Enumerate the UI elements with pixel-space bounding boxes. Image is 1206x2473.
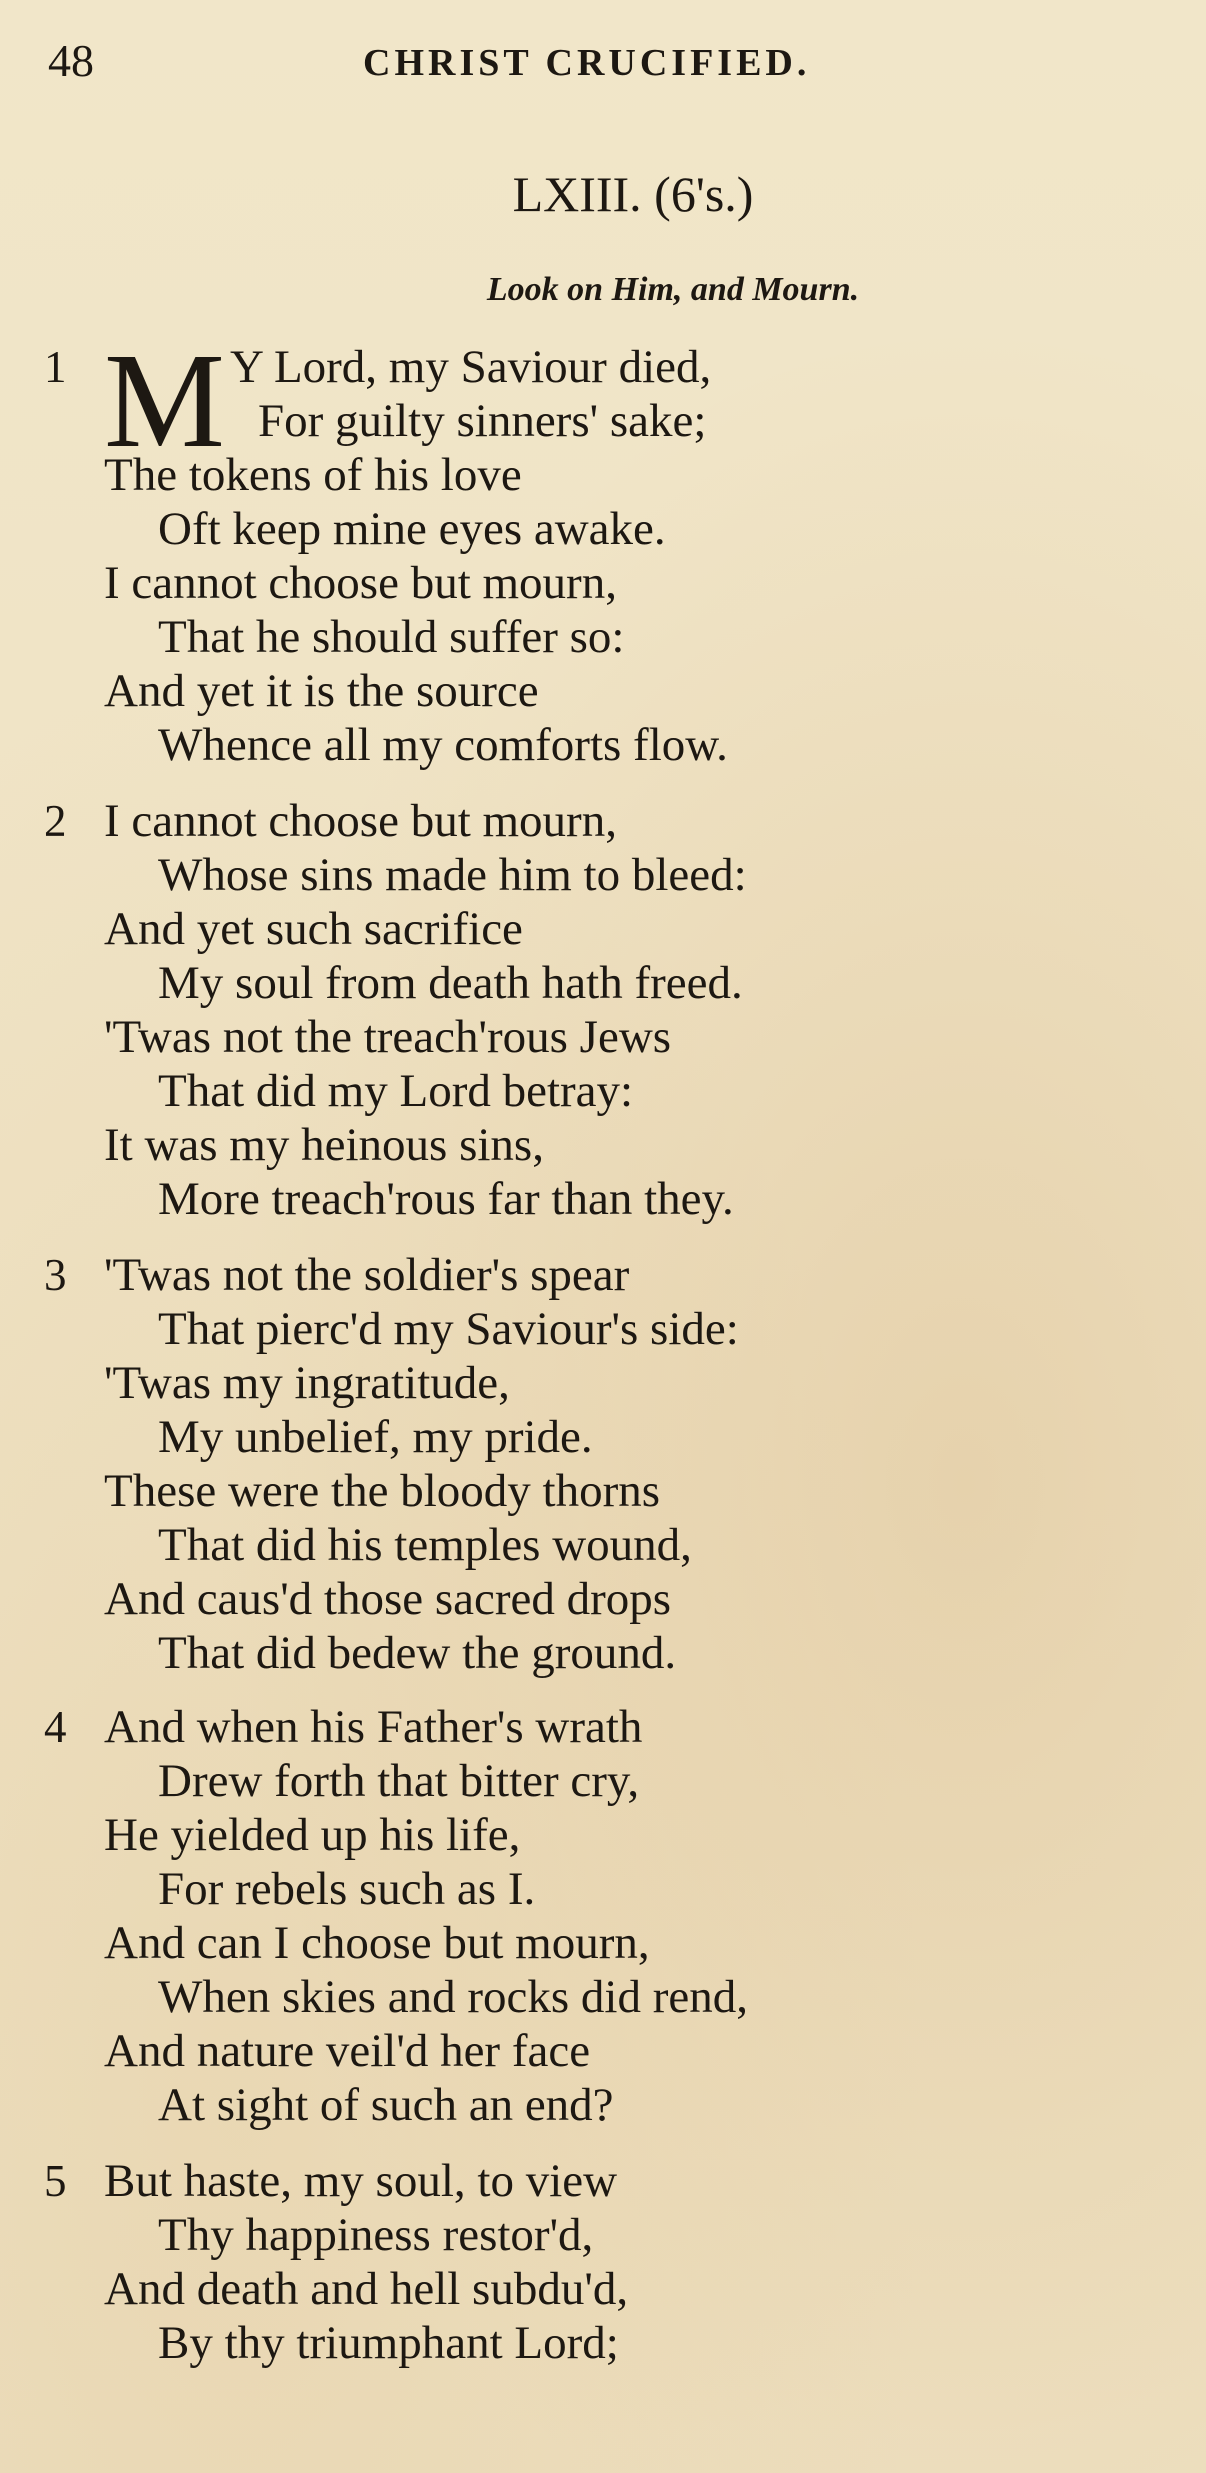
verse-line: More treach'rous far than they.: [158, 1173, 734, 1225]
verse-line: At sight of such an end?: [158, 2079, 614, 2131]
verse-line: I cannot choose but mourn,: [104, 557, 617, 609]
verse-line: My unbelief, my pride.: [158, 1411, 593, 1463]
hymn-subtitle: Look on Him, and Mourn.: [486, 271, 860, 308]
verse-line: Whose sins made him to bleed:: [158, 849, 747, 901]
verse-line: But haste, my soul, to view: [104, 2155, 618, 2207]
verse-line: That did my Lord betray:: [158, 1065, 634, 1117]
verse-number: 5: [44, 2156, 67, 2206]
running-head: [48, 36, 1158, 86]
verse-line: And when his Father's wrath: [104, 1701, 643, 1753]
verse-number: 4: [44, 1702, 67, 1752]
verse-line: For rebels such as I.: [158, 1863, 536, 1915]
verse-line: That he should suffer so:: [158, 611, 625, 663]
verse-line: And caus'd those sacred drops: [104, 1573, 672, 1625]
verse-line: For guilty sinners' sake;: [258, 395, 707, 447]
verse-line: And death and hell subdu'd,: [104, 2263, 629, 2315]
section-title: CHRIST CRUCIFIED.: [363, 42, 811, 84]
verse-line: The tokens of his love: [104, 449, 522, 501]
verse-number: 3: [44, 1250, 67, 1300]
verse-line: 'Twas not the soldier's spear: [104, 1249, 630, 1301]
verse-line: 'Twas my ingratitude,: [104, 1357, 510, 1409]
verse-line: I cannot choose but mourn,: [104, 795, 617, 847]
verse-line: 'Twas not the treach'rous Jews: [104, 1011, 672, 1063]
verse-line: When skies and rocks did rend,: [158, 1971, 748, 2023]
verse-line: These were the bloody thorns: [104, 1465, 661, 1517]
verse-line: My soul from death hath freed.: [158, 957, 743, 1009]
verse-line: And yet it is the source: [104, 665, 539, 717]
verse-number: 2: [44, 796, 67, 846]
hymn-number: LXIII. (6's.): [512, 166, 754, 222]
verse-line: By thy triumphant Lord;: [158, 2317, 619, 2369]
verse-line: It was my heinous sins,: [104, 1119, 544, 1171]
verse-line: Oft keep mine eyes awake.: [158, 503, 666, 555]
verse-number: 1: [44, 342, 67, 392]
verse-line: And yet such sacrifice: [104, 903, 523, 955]
verse-line: Drew forth that bitter cry,: [158, 1755, 640, 1807]
verse-line: That pierc'd my Saviour's side:: [158, 1303, 739, 1355]
verse-line: And can I choose but mourn,: [104, 1917, 650, 1969]
verse-line: And nature veil'd her face: [104, 2025, 591, 2077]
page-number: 48: [48, 35, 94, 86]
drop-cap: M: [104, 326, 225, 476]
verse-line: Whence all my comforts flow.: [158, 719, 728, 771]
verse-line: Thy happiness restor'd,: [158, 2209, 594, 2261]
verse-line: He yielded up his life,: [104, 1809, 521, 1861]
verse-line: Y Lord, my Saviour died,: [230, 341, 712, 393]
verse-line: That did his temples wound,: [158, 1519, 692, 1571]
verse-line: That did bedew the ground.: [158, 1627, 677, 1679]
